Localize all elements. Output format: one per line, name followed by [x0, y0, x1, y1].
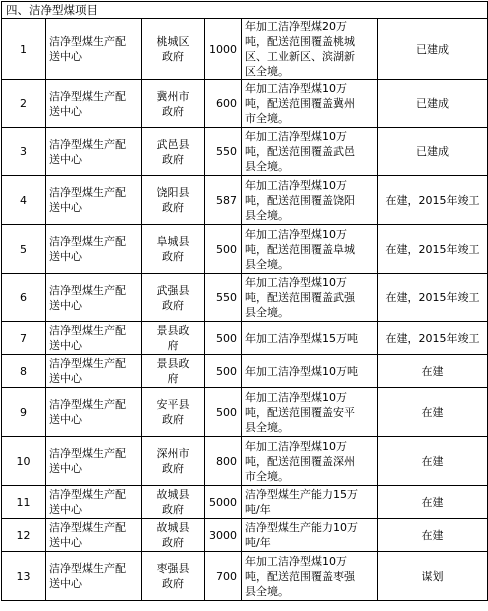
- progress-status: 已建成: [378, 80, 488, 128]
- progress-status: 在建，2015年竣工: [378, 274, 488, 322]
- table-row: [2, 552, 488, 601]
- responsible-unit: 冀州市 政府: [142, 80, 205, 128]
- row-number: 8: [2, 355, 46, 388]
- table-row: [2, 19, 488, 80]
- investment-amount: 800: [205, 437, 242, 486]
- progress-status: 在建，2015年竣工: [378, 176, 488, 225]
- progress-status: 已建成: [378, 19, 488, 80]
- investment-amount: 500: [205, 322, 242, 355]
- row-number: 3: [2, 128, 46, 176]
- project-name: 洁净型煤生产配 送中心: [46, 19, 142, 80]
- progress-status: 在建，2015年竣工: [378, 225, 488, 274]
- responsible-unit: 武强县 政府: [142, 274, 205, 322]
- project-content: 年加工洁净型煤10万 吨，配送范围覆盖深州 市全境。: [242, 437, 378, 486]
- project-name: 洁净型煤生产配 送中心: [46, 225, 142, 274]
- progress-status: 在建: [378, 437, 488, 486]
- row-number: 13: [2, 552, 46, 601]
- project-name: 洁净型煤生产配 送中心: [46, 388, 142, 437]
- row-number: 1: [2, 19, 46, 80]
- table-row: [2, 519, 488, 552]
- table-row: [2, 274, 488, 322]
- row-number: 12: [2, 519, 46, 552]
- progress-status: 在建: [378, 388, 488, 437]
- project-content: 年加工洁净型煤10万 吨，配送范围覆盖安平 县全境。: [242, 388, 378, 437]
- responsible-unit: 故城县 政府: [142, 519, 205, 552]
- project-content: 年加工洁净型煤15万吨: [242, 322, 378, 355]
- progress-status: 谋划: [378, 552, 488, 601]
- project-name: 洁净型煤生产配 送中心: [46, 274, 142, 322]
- progress-status: 在建，2015年竣工: [378, 322, 488, 355]
- investment-amount: 3000: [205, 519, 242, 552]
- section-title: 四、洁净型煤项目: [2, 2, 488, 19]
- investment-amount: 550: [205, 274, 242, 322]
- row-number: 5: [2, 225, 46, 274]
- progress-status: 在建: [378, 355, 488, 388]
- table-row: [2, 80, 488, 128]
- table-row: [2, 486, 488, 519]
- project-content: 年加工洁净型煤10万 吨，配送范围覆盖饶阳 县全境。: [242, 176, 378, 225]
- responsible-unit: 安平县 政府: [142, 388, 205, 437]
- investment-amount: 1000: [205, 19, 242, 80]
- responsible-unit: 桃城区 政府: [142, 19, 205, 80]
- table-row: [2, 225, 488, 274]
- row-number: 9: [2, 388, 46, 437]
- project-name: 洁净型煤生产配 送中心: [46, 176, 142, 225]
- project-table: [1, 1, 488, 601]
- project-content: 洁净型煤生产能力10万 吨/年: [242, 519, 378, 552]
- project-content: 年加工洁净型煤20万 吨，配送范围覆盖桃城 区、工业新区、滨湖新 区全境。: [242, 19, 378, 80]
- project-content: 年加工洁净型煤10万 吨，配送范围覆盖武邑 县全境。: [242, 128, 378, 176]
- project-name: 洁净型煤生产配 送中心: [46, 322, 142, 355]
- investment-amount: 700: [205, 552, 242, 601]
- responsible-unit: 景县政 府: [142, 355, 205, 388]
- project-name: 洁净型煤生产配 送中心: [46, 128, 142, 176]
- project-content: 洁净型煤生产能力15万 吨/年: [242, 486, 378, 519]
- project-content: 年加工洁净型煤10万 吨，配送范围覆盖枣强 县全境。: [242, 552, 378, 601]
- table-row: [2, 388, 488, 437]
- project-name: 洁净型煤生产配 送中心: [46, 355, 142, 388]
- table-row: [2, 176, 488, 225]
- responsible-unit: 武邑县 政府: [142, 128, 205, 176]
- investment-amount: 500: [205, 355, 242, 388]
- project-content: 年加工洁净型煤10万 吨，配送范围覆盖冀州 市全境。: [242, 80, 378, 128]
- section-header-row: [2, 2, 488, 19]
- progress-status: 在建: [378, 519, 488, 552]
- row-number: 4: [2, 176, 46, 225]
- investment-amount: 550: [205, 128, 242, 176]
- responsible-unit: 景县政 府: [142, 322, 205, 355]
- investment-amount: 500: [205, 388, 242, 437]
- responsible-unit: 阜城县 政府: [142, 225, 205, 274]
- project-name: 洁净型煤生产配 送中心: [46, 552, 142, 601]
- investment-amount: 600: [205, 80, 242, 128]
- row-number: 6: [2, 274, 46, 322]
- project-content: 年加工洁净型煤10万 吨，配送范围覆盖阜城 县全境。: [242, 225, 378, 274]
- project-content: 年加工洁净型煤10万吨: [242, 355, 378, 388]
- investment-amount: 5000: [205, 486, 242, 519]
- table-row: [2, 437, 488, 486]
- row-number: 11: [2, 486, 46, 519]
- responsible-unit: 故城县 政府: [142, 486, 205, 519]
- table-row: [2, 355, 488, 388]
- progress-status: 在建: [378, 486, 488, 519]
- project-name: 洁净型煤生产配 送中心: [46, 437, 142, 486]
- row-number: 7: [2, 322, 46, 355]
- project-content: 年加工洁净型煤10万 吨，配送范围覆盖武强 县全境。: [242, 274, 378, 322]
- progress-status: 已建成: [378, 128, 488, 176]
- row-number: 2: [2, 80, 46, 128]
- project-name: 洁净型煤生产配 送中心: [46, 519, 142, 552]
- project-name: 洁净型煤生产配 送中心: [46, 486, 142, 519]
- investment-amount: 587: [205, 176, 242, 225]
- table-row: [2, 128, 488, 176]
- responsible-unit: 饶阳县 政府: [142, 176, 205, 225]
- project-name: 洁净型煤生产配 送中心: [46, 80, 142, 128]
- row-number: 10: [2, 437, 46, 486]
- investment-amount: 500: [205, 225, 242, 274]
- responsible-unit: 深州市 政府: [142, 437, 205, 486]
- table-row: [2, 322, 488, 355]
- responsible-unit: 枣强县 政府: [142, 552, 205, 601]
